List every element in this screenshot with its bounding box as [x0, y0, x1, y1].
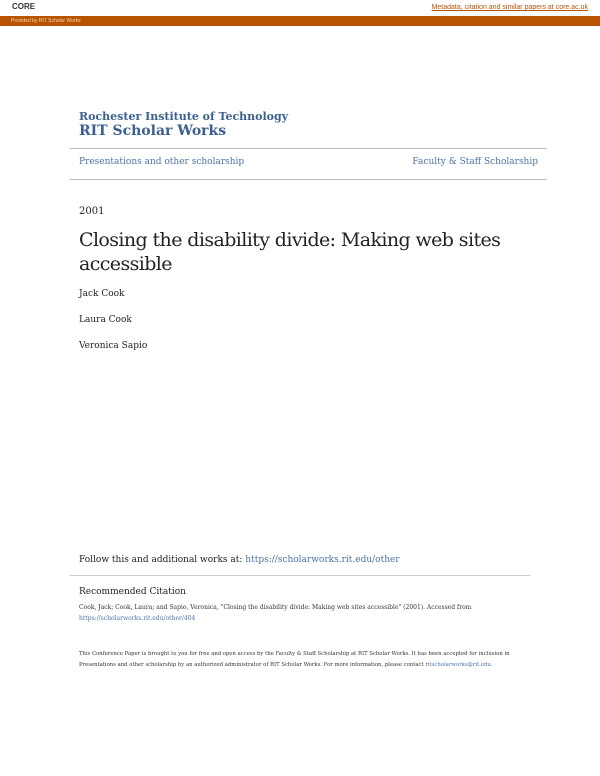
- access-notice: [79, 649, 519, 671]
- notice-end: .: [490, 662, 493, 668]
- citation-text: Cook, Jack; Cook, Laura; and Sapio, Veronica, "Closing the disability divide: Making web sites accessible" (2001). Accessed from: [79, 604, 472, 611]
- department-link[interactable]: Faculty & Staff Scholarship: [412, 157, 538, 167]
- provided-by-banner: Provided by RIT Scholar Works: [0, 16, 600, 26]
- contact-email-link[interactable]: ritscholarworks@rit.edu: [425, 662, 491, 668]
- divider: [70, 148, 547, 149]
- follow-line: [79, 555, 400, 565]
- divider: [70, 575, 530, 576]
- follow-link[interactable]: https://scholarworks.rit.edu/other: [245, 555, 400, 565]
- collection-link[interactable]: Presentations and other scholarship: [79, 157, 245, 167]
- citation-link[interactable]: https://scholarworks.rit.edu/other/404: [79, 615, 196, 622]
- paper-title: Closing the disability divide: Making web sites accessible: [79, 229, 501, 275]
- divider: [70, 179, 547, 180]
- notice-text: This Conference Paper is brought to you for free and open access by the Faculty & Staff Scholarship at RIT Scholar Works. It has been accepted for inclusion in Presentations and other scholarship by an authorized administrator of RIT Scholar Works. For more information, please contact: [79, 651, 510, 668]
- year: 2001: [79, 206, 105, 217]
- citation-block: [79, 602, 519, 624]
- author[interactable]: Laura Cook: [79, 315, 132, 325]
- author[interactable]: Jack Cook: [79, 289, 125, 299]
- core-logo: CORE: [12, 2, 36, 11]
- institution-name: Rochester Institute of Technology: [79, 110, 289, 123]
- author[interactable]: Veronica Sapio: [79, 341, 148, 351]
- citation-heading: Recommended Citation: [79, 587, 186, 597]
- repository-name[interactable]: RIT Scholar Works: [79, 123, 227, 139]
- core-metadata-link[interactable]: Metadata, citation and similar papers at core.ac.uk: [431, 4, 588, 11]
- follow-label: Follow this and additional works at:: [79, 555, 243, 565]
